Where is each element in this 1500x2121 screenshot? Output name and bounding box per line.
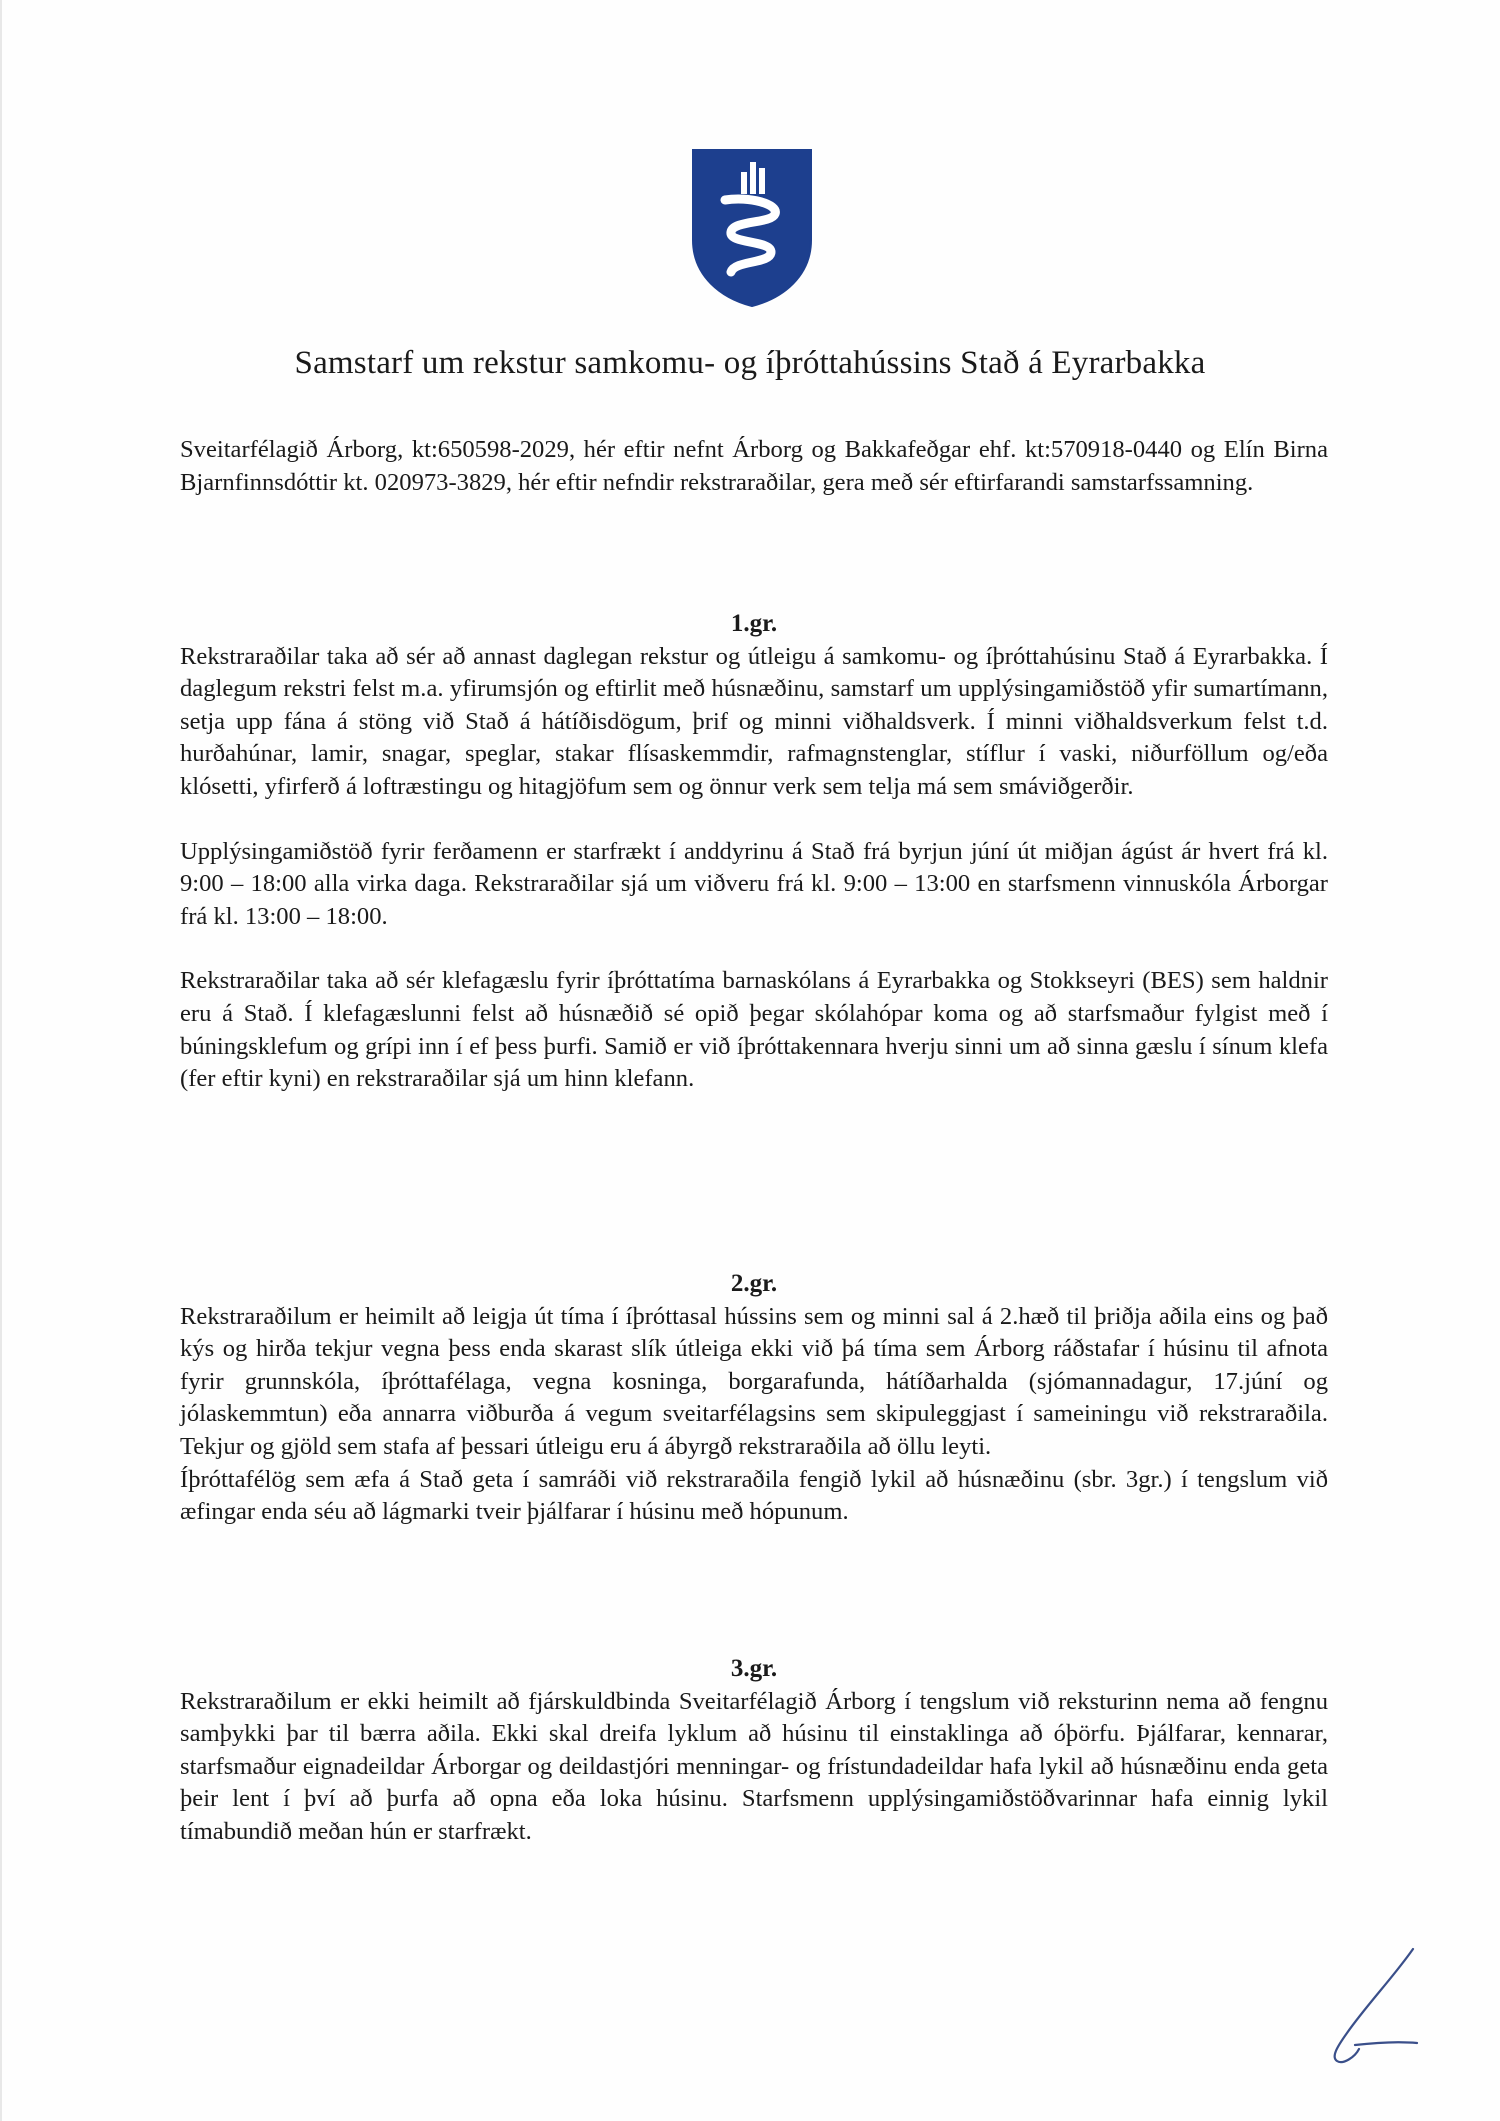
section-3 [180,1653,1328,1849]
section-1 [180,608,1328,1096]
section-1-paragraph: Upplýsingamiðstöð fyrir ferðamenn er starfrækt í anddyrinu á Stað frá byrjun júní út miðjan ágúst ár hvert frá kl. 9:00 – 18:00 alla virka daga. Rekstraraðilar sjá um viðveru frá kl. 9:00 – 13:00 en starfsmenn vinnuskóla Árborgar frá kl. 13:00 – 18:00. [180,837,1328,930]
section-1-paragraph: Rekstraraðilar taka að sér klefagæslu fyrir íþróttatíma barnaskólans á Eyrarbakka og Stokkseyri (BES) sem haldnir eru á Stað. Í klefagæslunni felst að húsnæðið sé opið þegar skólahópar koma og að starfsmaður fylgist með í búningsklefum og grípi inn í ef þess þurfi. Samið er við íþróttakennara hverju sinni um að sinna gæslu í sínum klefa (fer eftir kyni) en rekstraraðilar sjá um hinn klefann. [180,967,1328,1093]
intro-text: Sveitarfélagið Árborg, kt:650598-2029, hér eftir nefnt Árborg og Bakkafeðgar ehf. kt:570918-0440 og Elín Birna Bjarnfinnsdóttir kt. 020973-3829, hér eftir nefndir rekstraraðilar, gera með sér eftirfarandi samstarfssamning. [180,436,1328,496]
section-3-heading: 3.gr. [730,1655,778,1682]
section-2-paragraph: Rekstraraðilum er heimilt að leigja út tíma í íþróttasal hússins sem og minni sal á 2.hæð til þriðja aðila eins og það kýs og hirða tekjur vegna þess enda skarast slík útleiga ekki við þá tíma sem Árborg ráðstafar í húsinu til afnota fyrir grunnskóla, íþróttafélaga, vegna kosninga, borgarafunda, hátíðarhalda (sjómannadagur, 17.júní og jólaskemmtun) eða annarra viðburða á vegum sveitarfélagsins sem skipuleggjast í sameiningu við rekstraraðila. Tekjur og gjöld sem stafa af þessari útleigu eru á ábyrgð rekstraraðila að öllu leyti. [180,1302,1328,1460]
document-title: Samstarf um rekstur samkomu- og íþróttahússins Stað á Eyrarbakka [294,345,1206,381]
section-3-paragraph: Rekstraraðilum er ekki heimilt að fjárskuldbinda Sveitarfélagið Árborg í tengslum við reksturinn nema að fengnu samþykki þar til bærra aðila. Ekki skal dreifa lyklum að húsinu til einstaklinga að óþörfu. Þjálfarar, kennarar, starfsmaður eignadeildar Árborgar og deildastjóri menningar- og frístundadeildar hafa lykil að húsnæðinu enda geta þeir lent í því að þurfa að opna eða loka húsinu. Starfsmenn upplýsingamiðstöðvarinnar hafa einnig lykil tímabundið meðan hún er starfrækt. [180,1687,1328,1845]
coat-of-arms-icon [691,148,813,308]
intro-paragraph [180,434,1328,499]
section-1-paragraph: Rekstraraðilar taka að sér að annast daglegan rekstur og útleigu á samkomu- og íþróttahúsinu Stað á Eyrarbakka. Í daglegum rekstri felst m.a. yfirumsjón og eftirlit með húsnæðinu, samstarf um upplýsingamiðstöð yfir sumartímann, setja upp fána á stöng við Stað á hátíðisdögum, þrif og minni viðhaldsverk. Í minni viðhaldsverkum felst t.d. hurðahúnar, lamir, snagar, speglar, stakar flísaskemmdir, rafmagnstenglar, stíflur í vaski, niðurföllum og/eða klósetti, yfirferð á loftræstingu og hitagjöfum sem og önnur verk sem telja má sem smáviðgerðir. [180,642,1328,800]
section-1-heading: 1.gr. [730,610,778,637]
section-2 [180,1268,1328,1529]
signature-initial-icon [1325,1945,1420,2065]
section-2-paragraph: Íþróttafélög sem æfa á Stað geta í samráði við rekstraraðila fengið lykil að húsnæðinu (sbr. 3gr.) í tengslum við æfingar enda séu að lágmarki tveir þjálfarar í húsinu með hópunum. [180,1465,1328,1526]
scan-edge [0,0,2,2121]
section-2-heading: 2.gr. [730,1270,778,1297]
